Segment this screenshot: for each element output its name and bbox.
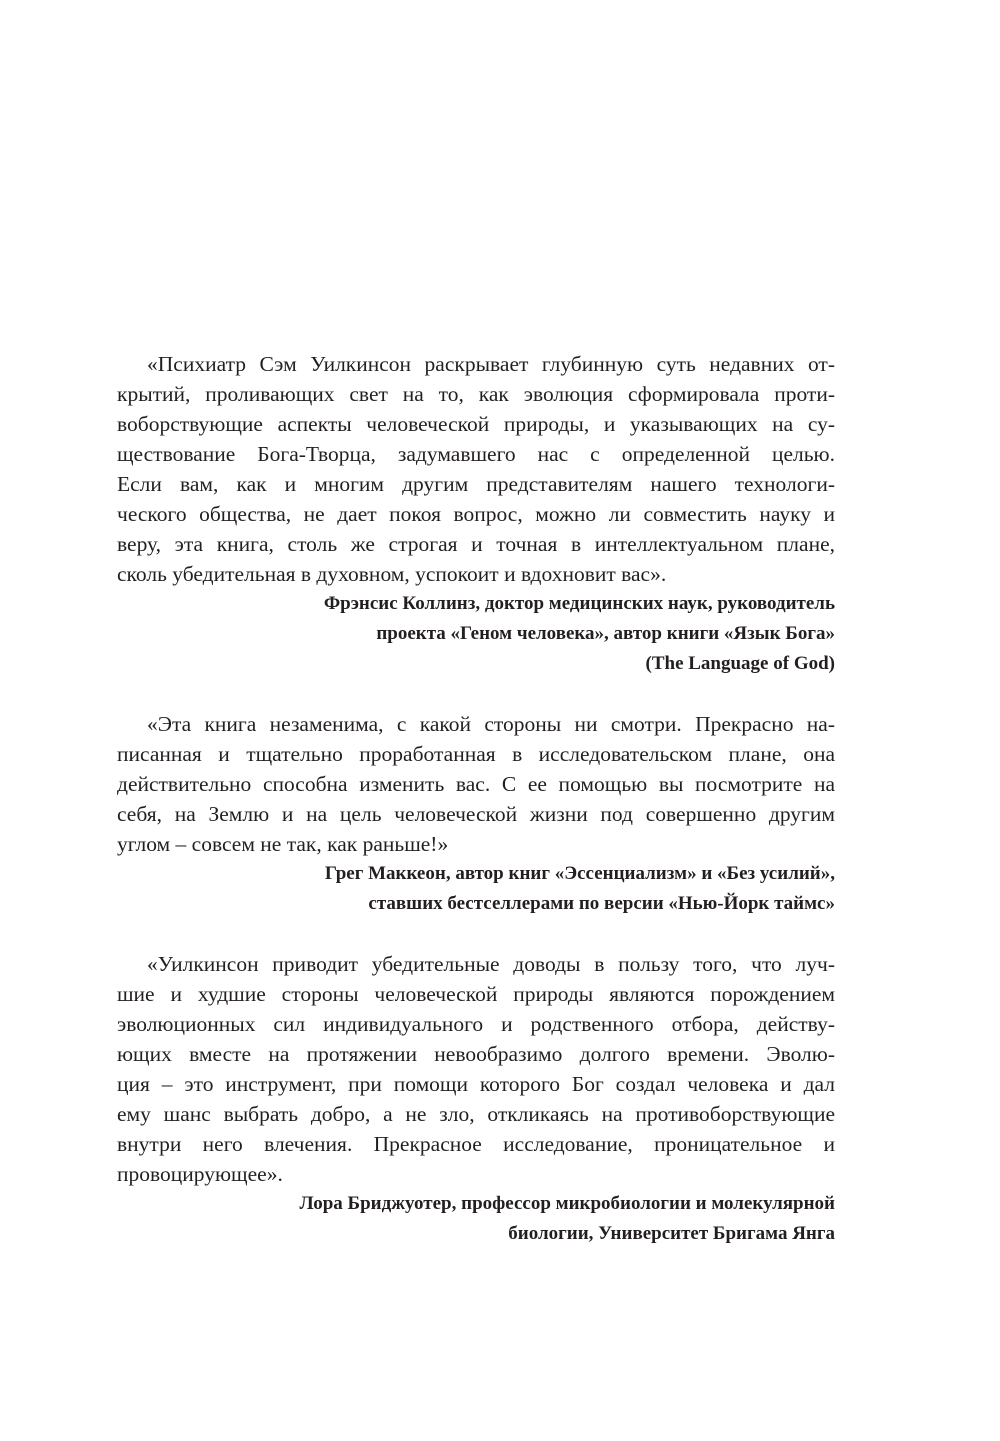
quote-line: себя, на Землю и на цель человеческой жизни под совершенно другим [117, 802, 835, 826]
quote-line: эволюционных сил индивидуального и родственного отбора, действу- [117, 1012, 835, 1036]
quote-line: писанная и тщательно проработанная в исследовательском плане, она [117, 742, 835, 766]
blurbs-page [117, 349, 835, 1249]
attribution-line: проекта «Геном человека», автор книги «Язык Бога» [376, 623, 835, 644]
quote-line: крытий, проливающих свет на то, как эволюция сформировала проти- [117, 382, 835, 406]
quote-line: ществование Бога-Творца, задумавшего нас с определенной целью. [117, 442, 835, 466]
quote-line: углом – совсем не так, как раньше!» [117, 832, 449, 856]
quote-line: ческого общества, не дает покоя вопрос, можно ли совместить науку и [117, 502, 835, 526]
attribution-line: ставших бестселлерами по версии «Нью-Йорк таймс» [368, 893, 835, 914]
attribution-line: (The Language of God) [645, 653, 835, 674]
quote-line: «Психиатр Сэм Уилкинсон раскрывает глубинную суть недавних от- [147, 352, 835, 376]
quote-line: шие и худшие стороны человеческой природы являются порождением [117, 982, 835, 1006]
attribution-line: Грег Маккеон, автор книг «Эссенциализм» и «Без усилий», [324, 863, 835, 884]
blurb-mckeown [117, 709, 835, 919]
blurb-bridgewater [117, 949, 835, 1249]
attribution-line: биологии, Университет Бригама Янга [508, 1223, 835, 1244]
quote-line: действительно способна изменить вас. С ее помощью вы посмотрите на [117, 772, 835, 796]
quote-line: «Уилкинсон приводит убедительные доводы в пользу того, что луч- [147, 952, 835, 976]
quote-line: внутри него влечения. Прекрасное исследование, проницательное и [117, 1132, 835, 1156]
blurb-collins [117, 349, 835, 679]
quote-line: воборствующие аспекты человеческой природы, и указывающих на су- [117, 412, 835, 436]
quote-line: ция – это инструмент, при помощи которого Бог создал человека и дал [117, 1072, 835, 1096]
attribution-line: Фрэнсис Коллинз, доктор медицинских наук, руководитель [323, 593, 835, 614]
quote-line: сколь убедительная в духовном, успокоит и вдохновит вас». [117, 562, 667, 586]
attribution-line: Лора Бриджуотер, профессор микробиологии и молекулярной [299, 1193, 835, 1214]
quote-line: «Эта книга незаменима, с какой стороны ни смотри. Прекрасно на- [147, 712, 835, 736]
quote-line: Если вам, как и многим другим представителям нашего технологи- [117, 472, 835, 496]
quote-line: веру, эта книга, столь же строгая и точная в интеллектуальном плане, [117, 532, 835, 556]
quote-line: ющих вместе на протяжении невообразимо долгого времени. Эволю- [117, 1042, 835, 1066]
quote-line: провоцирующее». [117, 1162, 283, 1186]
quote-line: ему шанс выбрать добро, а не зло, откликаясь на противоборствующие [117, 1102, 835, 1126]
